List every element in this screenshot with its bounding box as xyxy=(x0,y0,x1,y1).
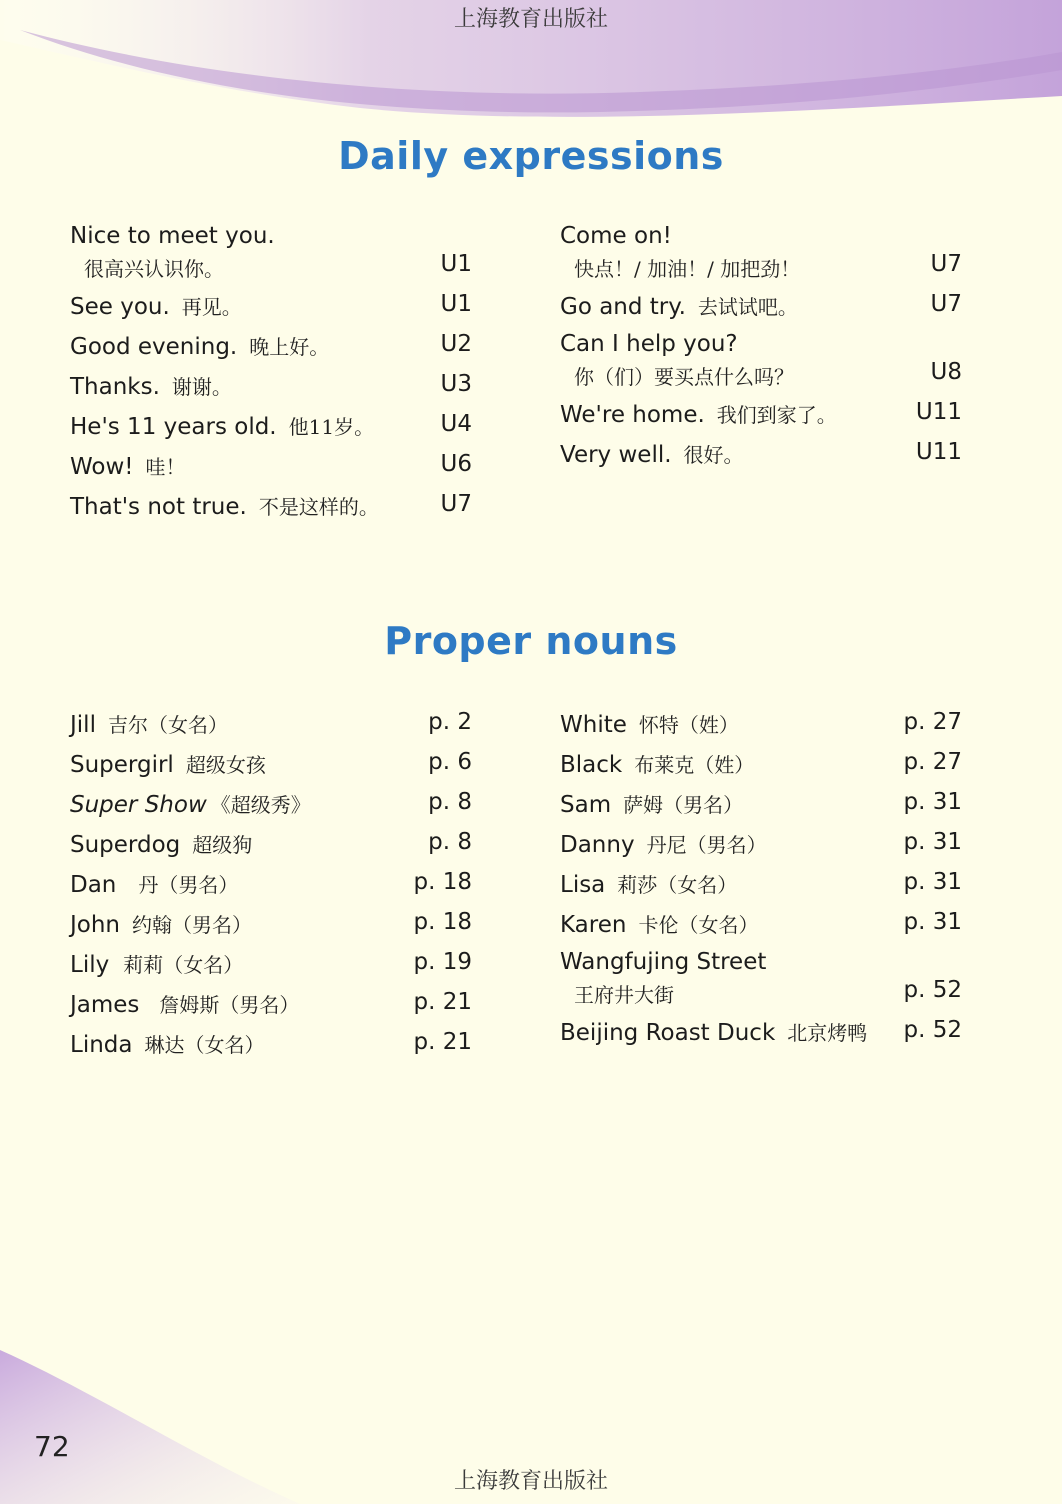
page-reference: p. 27 xyxy=(903,749,962,775)
publisher-header: 上海教育出版社 xyxy=(453,7,608,32)
noun-chinese: 《超级秀》 xyxy=(210,793,311,817)
expression-english: Wow! xyxy=(70,454,134,480)
expression-chinese: 晚上好。 xyxy=(249,335,330,359)
noun-chinese: 卡伦（女名） xyxy=(638,913,759,937)
unit-reference: U3 xyxy=(440,371,472,397)
list-item xyxy=(70,371,472,411)
list-item xyxy=(70,789,472,829)
noun-chinese: 超级女孩 xyxy=(185,753,266,777)
daily-expressions-left-column xyxy=(70,223,472,531)
page-reference: p. 31 xyxy=(903,909,962,935)
proper-nouns-left-column xyxy=(70,709,472,1069)
noun-english: Linda xyxy=(70,1032,133,1058)
list-item xyxy=(560,223,962,291)
expression-english: Good evening. xyxy=(70,334,238,360)
noun-english: Beijing Roast Duck xyxy=(560,1020,776,1046)
expression-chinese: 谢谢。 xyxy=(171,375,232,399)
noun-chinese: 约翰（男名） xyxy=(132,913,253,937)
noun-english: James xyxy=(70,992,140,1018)
list-item xyxy=(70,749,472,789)
expression-chinese: 不是这样的。 xyxy=(258,495,379,519)
proper-nouns-title: Proper nouns xyxy=(384,619,678,663)
unit-reference: U11 xyxy=(915,439,962,465)
list-item xyxy=(70,709,472,749)
list-item xyxy=(560,829,962,869)
noun-english: Jill xyxy=(70,712,96,738)
noun-chinese: 丹尼（男名） xyxy=(646,833,767,857)
noun-chinese: 北京烤鸭 xyxy=(787,1021,868,1045)
page-reference: p. 18 xyxy=(413,909,472,935)
noun-chinese: 詹姆斯（男名） xyxy=(159,993,300,1017)
noun-english: Karen xyxy=(560,912,627,938)
noun-english: Lisa xyxy=(560,872,606,898)
page-reference: p. 27 xyxy=(903,709,962,735)
page-number: 72 xyxy=(34,1430,70,1463)
unit-reference: U4 xyxy=(440,411,472,437)
list-item xyxy=(70,291,472,331)
expression-chinese: 快点！/ 加油！/ 加把劲！ xyxy=(574,257,801,281)
list-item xyxy=(560,291,962,331)
expression-chinese: 再见。 xyxy=(181,295,242,319)
unit-reference: U11 xyxy=(915,399,962,425)
list-item xyxy=(560,869,962,909)
noun-english: Super Show xyxy=(70,792,207,818)
noun-english: Sam xyxy=(560,792,612,818)
list-item xyxy=(560,909,962,949)
expression-english: He's 11 years old. xyxy=(70,414,277,440)
page-reference: p. 31 xyxy=(903,869,962,895)
expression-chinese: 很高兴认识你。 xyxy=(84,257,224,281)
noun-english: Supergirl xyxy=(70,752,174,778)
noun-chinese: 布莱克（姓） xyxy=(634,753,755,777)
list-item xyxy=(70,331,472,371)
noun-english: John xyxy=(70,912,121,938)
list-item xyxy=(560,749,962,789)
expression-english: See you. xyxy=(70,294,170,320)
expression-english: That's not true. xyxy=(70,494,247,520)
noun-english: Wangfujing Street xyxy=(560,949,767,975)
list-item xyxy=(560,709,962,749)
unit-reference: U6 xyxy=(440,451,472,477)
list-item xyxy=(560,399,962,439)
unit-reference: U2 xyxy=(440,331,472,357)
list-item xyxy=(70,909,472,949)
noun-chinese: 莉莎（女名） xyxy=(617,873,738,897)
noun-chinese: 超级狗 xyxy=(192,833,253,857)
unit-reference: U8 xyxy=(930,359,962,385)
list-item xyxy=(560,1017,962,1057)
page-reference: p. 19 xyxy=(413,949,472,975)
expression-english: Thanks. xyxy=(70,374,160,400)
list-item xyxy=(560,949,962,1017)
noun-chinese: 萨姆（男名） xyxy=(623,793,744,817)
expression-english: Go and try. xyxy=(560,294,686,320)
noun-chinese: 怀特（姓） xyxy=(638,713,739,737)
page-reference: p. 52 xyxy=(903,977,962,1003)
expression-english: Can I help you? xyxy=(560,331,738,357)
expression-english: We're home. xyxy=(560,402,705,428)
noun-chinese: 吉尔（女名） xyxy=(107,713,228,737)
noun-chinese: 莉莉（女名） xyxy=(123,953,244,977)
list-item xyxy=(560,789,962,829)
list-item xyxy=(70,949,472,989)
unit-reference: U1 xyxy=(440,291,472,317)
page-reference: p. 8 xyxy=(428,789,472,815)
noun-english: White xyxy=(560,712,627,738)
list-item xyxy=(70,411,472,451)
list-item xyxy=(70,829,472,869)
expression-chinese: 哇！ xyxy=(145,455,186,479)
page-reference: p. 52 xyxy=(903,1017,962,1043)
list-item xyxy=(560,331,962,399)
page-reference: p. 31 xyxy=(903,829,962,855)
expression-chinese: 他11岁。 xyxy=(288,415,375,439)
expression-chinese: 你（们）要买点什么吗？ xyxy=(574,365,794,389)
proper-nouns-right-column xyxy=(560,709,962,1057)
unit-reference: U7 xyxy=(930,251,962,277)
noun-english: Dan xyxy=(70,872,117,898)
expression-english: Come on! xyxy=(560,223,672,249)
noun-english: Lily xyxy=(70,952,110,978)
unit-reference: U1 xyxy=(440,251,472,277)
noun-chinese: 王府井大街 xyxy=(574,983,674,1007)
expression-english: Nice to meet you. xyxy=(70,223,275,249)
daily-expressions-title: Daily expressions xyxy=(338,134,724,178)
list-item xyxy=(560,439,962,479)
page-reference: p. 6 xyxy=(428,749,472,775)
unit-reference: U7 xyxy=(440,491,472,517)
expression-chinese: 我们到家了。 xyxy=(716,403,837,427)
expression-chinese: 很好。 xyxy=(683,443,744,467)
page-reference: p. 8 xyxy=(428,829,472,855)
list-item xyxy=(70,869,472,909)
page-reference: p. 21 xyxy=(413,989,472,1015)
list-item xyxy=(70,989,472,1029)
list-item xyxy=(70,491,472,531)
unit-reference: U7 xyxy=(930,291,962,317)
expression-chinese: 去试试吧。 xyxy=(697,295,798,319)
noun-english: Danny xyxy=(560,832,635,858)
expression-english: Very well. xyxy=(560,442,672,468)
page-reference: p. 31 xyxy=(903,789,962,815)
list-item xyxy=(70,451,472,491)
daily-expressions-right-column xyxy=(560,223,962,479)
page-reference: p. 2 xyxy=(428,709,472,735)
noun-english: Black xyxy=(560,752,623,778)
noun-english: Superdog xyxy=(70,832,181,858)
page-reference: p. 18 xyxy=(413,869,472,895)
list-item xyxy=(70,223,472,291)
noun-chinese: 丹（男名） xyxy=(138,873,239,897)
page-reference: p. 21 xyxy=(413,1029,472,1055)
list-item xyxy=(70,1029,472,1069)
publisher-footer: 上海教育出版社 xyxy=(453,1469,608,1494)
noun-chinese: 琳达（女名） xyxy=(144,1033,265,1057)
